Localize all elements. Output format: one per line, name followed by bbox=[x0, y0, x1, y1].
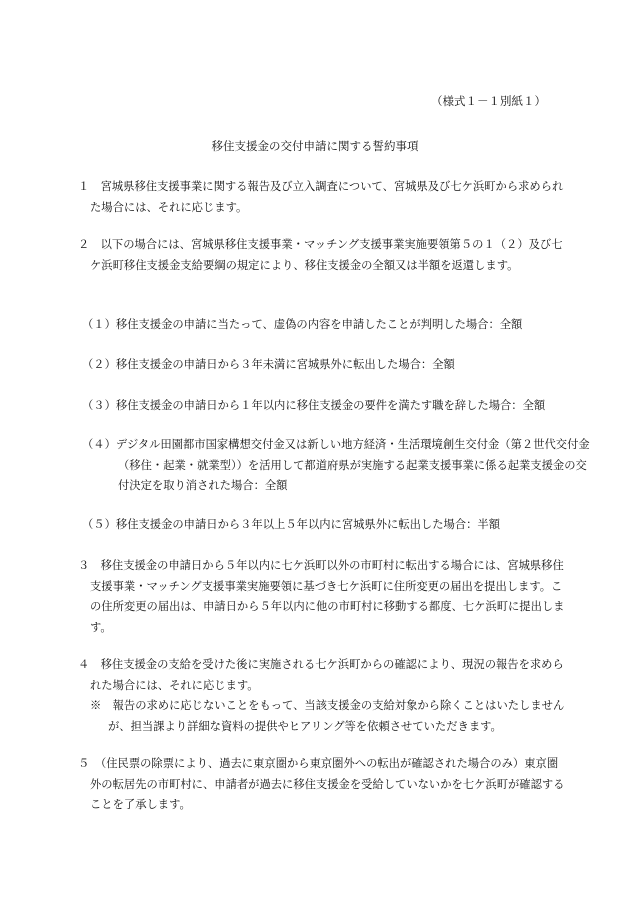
pledge-item-3: ３ 移住支援金の申請日から５年以内に七ケ浜町以外の市町村に転出する場合には、宮城県移住支援事業・マッチング支援事業実施要領に基づき七ケ浜町に住所変更の届出を提出します。この住所変更の届出は、申請日から５年以内に他の市町村に移動する都度、七ケ浜町に提出します。 bbox=[78, 559, 565, 634]
form-number: （様式１－１別紙１） bbox=[431, 94, 546, 108]
pledge-item-1: １ 宮城県移住支援事業に関する報告及び立入調査について、宮城県及び七ケ浜町から求められた場合には、それに応じます。 bbox=[78, 180, 564, 214]
document-title: 移住支援金の交付申請に関する誓約事項 bbox=[211, 139, 419, 153]
pledge-item-2: ２ 以下の場合には、宮城県移住支援事業・マッチング支援事業実施要領第５の１（２）及び七ケ浜町移住支援金支給要綱の規定により、移住支援金の全額又は半額を返還します。 bbox=[78, 238, 563, 272]
sub-item-4: （４）デジタル田園都市国家構想交付金又は新しい地方経済・生活環境創生交付金（第２世代交付金（移住・起業・就業型））を活用して都道府県が実施する起業支援事業に係る起業支援金の交付決定を取り消された場合：全額 bbox=[82, 438, 590, 492]
note-text: ※ 報告の求めに応じないことをもって、当該支援金の支給対象から除くことはいたしませんが、担当課より詳細な資料の提供やヒアリング等を依頼させていただきます。 bbox=[90, 699, 565, 733]
sub-item-2: （２）移住支援金の申請日から３年未満に宮城県外に転出した場合：全額 bbox=[82, 358, 455, 371]
sub-item-3: （３）移住支援金の申請日から１年以内に移住支援金の要件を満たす職を辞した場合：全額 bbox=[82, 399, 546, 412]
pledge-item-4: ４ 移住支援金の支給を受けた後に実施される七ケ浜町からの確認により、現況の報告を求められた場合には、それに応じます。 bbox=[78, 658, 564, 692]
pledge-item-5: ５ （住民票の除票により、過去に東京圏から東京圏外への転出が確認された場合のみ）東京圏外の転居先の市町村に、申請者が過去に移住支援金を受給していないかを七ケ浜町が確認することを了承します。 bbox=[78, 757, 565, 811]
sub-item-1: （１）移住支援金の申請に当たって、虚偽の内容を申請したことが判明した場合：全額 bbox=[82, 318, 523, 331]
sub-item-5: （５）移住支援金の申請日から３年以上５年以内に宮城県外に転出した場合：半額 bbox=[82, 518, 500, 531]
